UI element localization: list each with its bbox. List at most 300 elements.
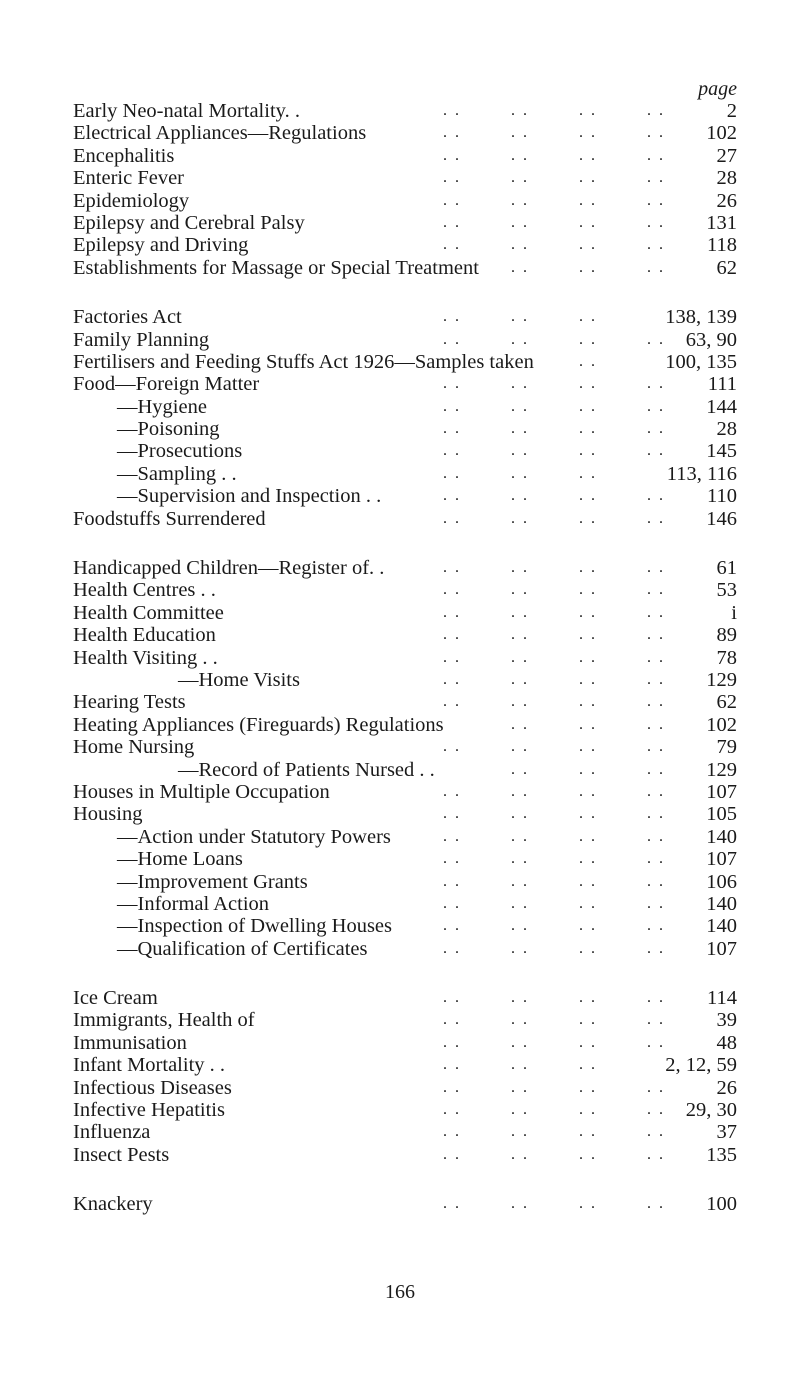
index-entry <box>73 1193 737 1215</box>
page-column-header <box>73 78 737 100</box>
leader-dots: . . <box>443 1101 461 1119</box>
leader-dots: . . <box>511 648 529 666</box>
entry-label: Infant Mortality . . <box>73 1054 226 1077</box>
entry-page-number: i <box>731 601 737 624</box>
entry-label: —Improvement Grants <box>117 870 308 893</box>
leader-dots: . . <box>443 1145 461 1163</box>
leader-dots: . . <box>579 894 597 912</box>
entry-page-number: 129 <box>706 668 737 691</box>
leader-dots: . . <box>443 442 461 460</box>
index-section-k <box>73 1193 737 1215</box>
leader-dots: . . <box>511 420 529 438</box>
entry-page-number: 129 <box>706 758 737 781</box>
entry-page-number: 145 <box>706 440 737 463</box>
entry-page-number: 62 <box>716 691 737 714</box>
leader-dots: . . <box>511 581 529 599</box>
index-entry <box>73 306 737 328</box>
leader-dots: . . <box>511 603 529 621</box>
entry-label: —Inspection of Dwelling Houses <box>117 915 392 938</box>
leader-dots: . . <box>511 375 529 393</box>
entry-label: Ice Cream <box>73 987 158 1010</box>
index-entry <box>73 1121 737 1143</box>
entry-label: Insect Pests <box>73 1143 170 1166</box>
index-entry <box>73 100 737 122</box>
leader-dots: . . <box>443 464 461 482</box>
entry-page-number: 118 <box>707 234 737 257</box>
leader-dots: . . <box>511 102 529 119</box>
entry-page-number: 135 <box>706 1143 737 1166</box>
dot-leader <box>73 1121 737 1143</box>
leader-dots: . . <box>647 420 665 438</box>
leader-dots: . . <box>511 236 529 254</box>
entry-page-number: 28 <box>716 167 737 190</box>
leader-dots: . . <box>443 872 461 890</box>
leader-dots: . . <box>647 559 665 577</box>
leader-dots: . . <box>647 648 665 666</box>
leader-dots: . . <box>511 191 529 209</box>
entry-label: Epilepsy and Cerebral Palsy <box>73 211 305 234</box>
entry-page-number: 113, 116 <box>666 462 737 485</box>
leader-dots: . . <box>443 308 461 326</box>
index-entry <box>73 167 737 189</box>
leader-dots: . . <box>579 1078 597 1096</box>
leader-dots: . . <box>511 850 529 868</box>
leader-dots: . . <box>443 1123 461 1141</box>
leader-dots: . . <box>647 760 665 778</box>
leader-dots: . . <box>647 1078 665 1096</box>
index-entry <box>73 647 737 669</box>
leader-dots: . . <box>511 397 529 415</box>
leader-dots: . . <box>579 581 597 599</box>
leader-dots: . . <box>443 236 461 254</box>
leader-dots: . . <box>579 236 597 254</box>
leader-dots: . . <box>511 738 529 756</box>
index-entry <box>73 987 737 1009</box>
leader-dots: . . <box>443 939 461 957</box>
leader-dots: . . <box>647 397 665 415</box>
leader-dots: . . <box>511 1033 529 1051</box>
leader-dots: . . <box>579 805 597 823</box>
leader-dots: . . <box>511 670 529 688</box>
leader-dots: . . <box>443 102 461 119</box>
leader-dots: . . <box>443 850 461 868</box>
leader-dots: . . <box>647 715 665 733</box>
leader-dots: . . <box>647 1033 665 1051</box>
leader-dots: . . <box>579 693 597 711</box>
leader-dots: . . <box>511 782 529 800</box>
entry-page-number: 53 <box>716 579 737 602</box>
leader-dots: . . <box>647 169 665 187</box>
leader-dots: . . <box>511 146 529 164</box>
index-entry <box>73 508 737 530</box>
leader-dots: . . <box>579 670 597 688</box>
index-entry <box>73 1032 737 1054</box>
entry-label: Heating Appliances (Fireguards) Regulations <box>73 713 444 736</box>
leader-dots: . . <box>647 872 665 890</box>
leader-dots: . . <box>579 782 597 800</box>
entry-page-number: 26 <box>716 189 737 212</box>
leader-dots: . . <box>511 917 529 935</box>
entry-page-number: 63, 90 <box>685 328 737 351</box>
entry-page-number: 62 <box>716 256 737 279</box>
entry-page-number: 106 <box>706 870 737 893</box>
index-entry <box>73 418 737 440</box>
leader-dots: . . <box>579 850 597 868</box>
entry-label: Infectious Diseases <box>73 1076 232 1099</box>
leader-dots: . . <box>579 760 597 778</box>
leader-dots: . . <box>443 738 461 756</box>
leader-dots: . . <box>579 102 597 119</box>
leader-dots: . . <box>579 1056 597 1074</box>
leader-dots: . . <box>647 989 665 1007</box>
leader-dots: . . <box>647 738 665 756</box>
leader-dots: . . <box>511 1101 529 1119</box>
leader-dots: . . <box>511 1011 529 1029</box>
entry-label: Factories Act <box>73 306 182 329</box>
entry-page-number: 107 <box>706 848 737 871</box>
entry-label: —Poisoning <box>117 418 220 441</box>
leader-dots: . . <box>443 146 461 164</box>
entry-label: Enteric Fever <box>73 167 184 190</box>
entry-label: Home Nursing <box>73 736 195 759</box>
leader-dots: . . <box>443 782 461 800</box>
leader-dots: . . <box>579 1033 597 1051</box>
entry-page-number: 39 <box>716 1009 737 1032</box>
entry-label: —Action under Statutory Powers <box>117 825 391 848</box>
index-entry <box>73 234 737 256</box>
entry-label: Epidemiology <box>73 189 190 212</box>
index-entry <box>73 1054 737 1076</box>
index-entry <box>73 759 737 781</box>
index-section-e <box>73 100 737 279</box>
leader-dots: . . <box>511 1078 529 1096</box>
entry-page-number: 140 <box>706 892 737 915</box>
entry-label: Health Education <box>73 624 216 647</box>
leader-dots: . . <box>579 146 597 164</box>
leader-dots: . . <box>579 827 597 845</box>
entry-page-number: 29, 30 <box>685 1099 737 1122</box>
index-entry <box>73 826 737 848</box>
leader-dots: . . <box>647 146 665 164</box>
dot-leader <box>73 1144 737 1166</box>
index-entry <box>73 145 737 167</box>
entry-label: —Home Visits <box>178 668 300 691</box>
leader-dots: . . <box>511 1145 529 1163</box>
entry-page-number: 111 <box>707 373 737 396</box>
leader-dots: . . <box>443 397 461 415</box>
index-section-h <box>73 557 737 960</box>
index-entry <box>73 122 737 144</box>
entry-page-number: 61 <box>716 557 737 580</box>
leader-dots: . . <box>443 1033 461 1051</box>
leader-dots: . . <box>511 760 529 778</box>
entry-page-number: 26 <box>716 1076 737 1099</box>
entry-label: Health Visiting . . <box>73 646 218 669</box>
leader-dots: . . <box>579 603 597 621</box>
leader-dots: . . <box>647 850 665 868</box>
leader-dots: . . <box>647 258 665 276</box>
leader-dots: . . <box>443 693 461 711</box>
entry-label: Epilepsy and Driving <box>73 234 249 257</box>
leader-dots: . . <box>579 989 597 1007</box>
index-entry <box>73 463 737 485</box>
leader-dots: . . <box>511 1056 529 1074</box>
dot-leader <box>73 1193 737 1215</box>
index-entry <box>73 1009 737 1031</box>
entry-page-number: 131 <box>706 211 737 234</box>
leader-dots: . . <box>511 308 529 326</box>
leader-dots: . . <box>647 442 665 460</box>
leader-dots: . . <box>511 213 529 231</box>
leader-dots: . . <box>511 693 529 711</box>
leader-dots: . . <box>511 487 529 505</box>
leader-dots: . . <box>443 1056 461 1074</box>
dot-leader <box>73 669 737 691</box>
index-entry <box>73 848 737 870</box>
leader-dots: . . <box>511 894 529 912</box>
leader-dots: . . <box>579 330 597 348</box>
leader-dots: . . <box>511 509 529 527</box>
index-entry <box>73 624 737 646</box>
entry-label: —Home Loans <box>117 848 243 871</box>
entry-page-number: 105 <box>706 803 737 826</box>
leader-dots: . . <box>647 939 665 957</box>
leader-dots: . . <box>443 559 461 577</box>
index-entry <box>73 871 737 893</box>
leader-dots: . . <box>511 1123 529 1141</box>
leader-dots: . . <box>647 626 665 644</box>
entry-page-number: 114 <box>707 987 737 1010</box>
entry-label: —Hygiene <box>117 395 207 418</box>
entry-page-number: 27 <box>716 144 737 167</box>
entry-page-number: 2, 12, 59 <box>665 1054 737 1077</box>
leader-dots: . . <box>579 509 597 527</box>
index-entry <box>73 893 737 915</box>
dot-leader <box>73 987 737 1009</box>
index-entry <box>73 396 737 418</box>
leader-dots: . . <box>579 648 597 666</box>
entry-page-number: 102 <box>706 122 737 145</box>
leader-dots: . . <box>579 559 597 577</box>
leader-dots: . . <box>579 308 597 326</box>
index-entry <box>73 257 737 279</box>
index-entry <box>73 714 737 736</box>
index-entry <box>73 329 737 351</box>
entry-page-number: 107 <box>706 937 737 960</box>
entry-label: Immunisation <box>73 1031 187 1054</box>
leader-dots: . . <box>647 1011 665 1029</box>
leader-dots: . . <box>579 872 597 890</box>
leader-dots: . . <box>647 693 665 711</box>
leader-dots: . . <box>443 420 461 438</box>
entry-label: —Sampling . . <box>117 462 237 485</box>
leader-dots: . . <box>443 1011 461 1029</box>
entry-page-number: 107 <box>706 780 737 803</box>
leader-dots: . . <box>443 805 461 823</box>
entry-page-number: 102 <box>706 713 737 736</box>
leader-dots: . . <box>511 124 529 142</box>
leader-dots: . . <box>579 917 597 935</box>
leader-dots: . . <box>579 1011 597 1029</box>
entry-page-number: 37 <box>716 1121 737 1144</box>
entry-page-number: 79 <box>716 736 737 759</box>
entry-page-number: 144 <box>706 395 737 418</box>
dot-leader <box>73 803 737 825</box>
index-entry <box>73 915 737 937</box>
index-entry <box>73 602 737 624</box>
leader-dots: . . <box>443 917 461 935</box>
entry-page-number: 140 <box>706 825 737 848</box>
leader-dots: . . <box>647 509 665 527</box>
leader-dots: . . <box>443 124 461 142</box>
page-heading-label: page <box>698 78 737 100</box>
entry-label: Houses in Multiple Occupation <box>73 780 330 803</box>
entry-page-number: 28 <box>716 418 737 441</box>
index-entry <box>73 579 737 601</box>
leader-dots: . . <box>647 375 665 393</box>
index-entry <box>73 938 737 960</box>
leader-dots: . . <box>579 1123 597 1141</box>
leader-dots: . . <box>511 872 529 890</box>
leader-dots: . . <box>647 102 665 119</box>
leader-dots: . . <box>511 330 529 348</box>
leader-dots: . . <box>647 894 665 912</box>
index-entry <box>73 1099 737 1121</box>
index-entry <box>73 1077 737 1099</box>
leader-dots: . . <box>511 258 529 276</box>
entry-label: Establishments for Massage or Special Treatment <box>73 256 479 279</box>
leader-dots: . . <box>443 894 461 912</box>
leader-dots: . . <box>579 213 597 231</box>
index-entry <box>73 373 737 395</box>
index-entry <box>73 440 737 462</box>
leader-dots: . . <box>579 1195 597 1213</box>
index-entry <box>73 736 737 758</box>
leader-dots: . . <box>579 939 597 957</box>
index-entry <box>73 691 737 713</box>
leader-dots: . . <box>511 626 529 644</box>
leader-dots: . . <box>647 191 665 209</box>
leader-dots: . . <box>443 375 461 393</box>
leader-dots: . . <box>579 191 597 209</box>
leader-dots: . . <box>511 827 529 845</box>
entry-label: Immigrants, Health of <box>73 1009 255 1032</box>
entry-label: —Informal Action <box>117 892 270 915</box>
leader-dots: . . <box>443 169 461 187</box>
leader-dots: . . <box>579 169 597 187</box>
leader-dots: . . <box>443 581 461 599</box>
entry-label: Encephalitis <box>73 144 175 167</box>
leader-dots: . . <box>579 352 597 370</box>
leader-dots: . . <box>647 1101 665 1119</box>
index-entry <box>73 485 737 507</box>
leader-dots: . . <box>443 626 461 644</box>
leader-dots: . . <box>579 1145 597 1163</box>
index-entry <box>73 781 737 803</box>
entry-page-number: 100, 135 <box>665 350 737 373</box>
leader-dots: . . <box>443 1078 461 1096</box>
leader-dots: . . <box>579 626 597 644</box>
entry-label: Electrical Appliances—Regulations <box>73 122 367 145</box>
index-page <box>73 78 737 1243</box>
entry-label: Foodstuffs Surrendered <box>73 507 266 530</box>
entry-label: —Record of Patients Nursed . . <box>178 758 435 781</box>
leader-dots: . . <box>647 917 665 935</box>
leader-dots: . . <box>647 670 665 688</box>
entry-label: Influenza <box>73 1121 151 1144</box>
entry-label: Early Neo-natal Mortality. . <box>73 100 300 122</box>
index-section-f <box>73 306 737 530</box>
entry-page-number: 100 <box>706 1193 737 1216</box>
entry-label: —Prosecutions <box>117 440 243 463</box>
leader-dots: . . <box>511 559 529 577</box>
leader-dots: . . <box>443 989 461 1007</box>
entry-page-number: 146 <box>706 507 737 530</box>
leader-dots: . . <box>511 805 529 823</box>
index-section-i <box>73 987 737 1166</box>
leader-dots: . . <box>443 1195 461 1213</box>
leader-dots: . . <box>647 1145 665 1163</box>
leader-dots: . . <box>443 191 461 209</box>
index-entry <box>73 212 737 234</box>
leader-dots: . . <box>579 715 597 733</box>
leader-dots: . . <box>647 782 665 800</box>
leader-dots: . . <box>443 509 461 527</box>
leader-dots: . . <box>647 487 665 505</box>
page-number: 166 <box>385 1281 415 1303</box>
index-body <box>73 100 737 1216</box>
entry-label: Food—Foreign Matter <box>73 373 260 396</box>
leader-dots: . . <box>647 236 665 254</box>
leader-dots: . . <box>579 397 597 415</box>
entry-label: Family Planning <box>73 328 210 351</box>
leader-dots: . . <box>647 603 665 621</box>
entry-label: Infective Hepatitis <box>73 1099 225 1122</box>
index-entry <box>73 351 737 373</box>
leader-dots: . . <box>647 805 665 823</box>
leader-dots: . . <box>511 169 529 187</box>
leader-dots: . . <box>579 124 597 142</box>
leader-dots: . . <box>647 213 665 231</box>
leader-dots: . . <box>647 581 665 599</box>
entry-label: Health Centres . . <box>73 579 216 602</box>
leader-dots: . . <box>443 487 461 505</box>
leader-dots: . . <box>579 420 597 438</box>
leader-dots: . . <box>511 1195 529 1213</box>
entry-label: Fertilisers and Feeding Stuffs Act 1926—Samples taken <box>73 350 534 373</box>
leader-dots: . . <box>579 464 597 482</box>
leader-dots: . . <box>579 375 597 393</box>
leader-dots: . . <box>511 464 529 482</box>
entry-label: —Qualification of Certificates <box>117 937 368 960</box>
entry-page-number: 138, 139 <box>665 306 737 329</box>
leader-dots: . . <box>443 670 461 688</box>
entry-page-number: 2 <box>726 100 737 122</box>
leader-dots: . . <box>647 827 665 845</box>
entry-label: Hearing Tests <box>73 691 186 714</box>
leader-dots: . . <box>579 738 597 756</box>
leader-dots: . . <box>647 330 665 348</box>
index-entry <box>73 190 737 212</box>
leader-dots: . . <box>511 989 529 1007</box>
leader-dots: . . <box>443 648 461 666</box>
leader-dots: . . <box>443 827 461 845</box>
entry-page-number: 78 <box>716 646 737 669</box>
leader-dots: . . <box>511 939 529 957</box>
entry-label: Knackery <box>73 1193 153 1216</box>
leader-dots: . . <box>647 1123 665 1141</box>
entry-label: —Supervision and Inspection . . <box>117 485 382 508</box>
